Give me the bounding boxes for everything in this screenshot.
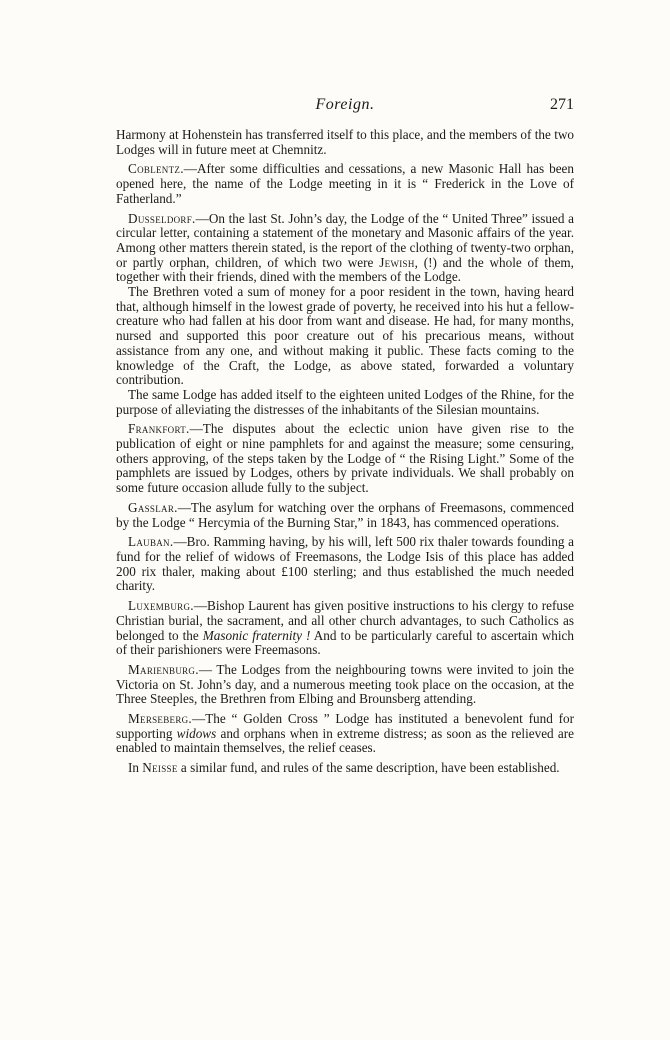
place-name: Neisse [142, 760, 178, 776]
place-name: Merseberg. [128, 711, 193, 727]
paragraph-neisse: In Neisse a similar fund, and rules of the same description, have been established. [128, 760, 560, 776]
paragraph-hohenstein: Harmony at Hohenstein has transferred itself to this place, and the members of the two Lodges will in future meet at Chemnitz. [116, 127, 574, 157]
paragraph-luxemburg: Luxemburg.—Bishop Laurent has given positive instructions to his clergy to refuse Christian burial, the sacrament, and all other church advantages, to such Catholics as belonged to the Masonic fraternity ! And to be particularly careful to ascertain which of their parishioners were Freemasons. [116, 598, 574, 658]
paragraph-frankfort: Frankfort.—The disputes about the eclectic union have given rise to the publication of eight or nine pamphlets for and against the measure; some censuring, others approving, of the steps taken by the Lodge of “ the Rising Light.” Some of the pamphlets are issued by Lodges, others by private individuals. We shall probably on some future occasion allude fully to the subject. [116, 421, 574, 496]
place-name: Gasslar. [128, 499, 178, 515]
page-header [116, 96, 574, 118]
running-title: Foreign. [315, 96, 375, 113]
place-name: Marienburg. [128, 661, 199, 677]
paragraph-gasslar: Gasslar.—The asylum for watching over the orphans of Freemasons, commenced by the Lodge “ Hercymia of the Burning Star,” in 1843, has commenced operations. [116, 499, 574, 530]
place-name: Dusseldorf. [128, 210, 196, 226]
paragraph-marienburg: Marienburg.— The Lodges from the neighbouring towns were invited to join the Victoria on St. John’s day, and a numerous meeting took place on the occasion, at the Three Steeples, the Brethren from Elbing and Brounsberg attending. [116, 661, 574, 707]
place-name: Lauban. [128, 534, 174, 550]
place-name: Frankfort. [128, 421, 190, 437]
paragraph-brethren-vote: The Brethren voted a sum of money for a poor resident in the town, having heard that, although himself in the lowest grade of poverty, he received into his hut a fellow-creature who had fallen at his door from want and disease. He had, for many months, nursed and supported this poor creature out of his precarious means, without assistance from any one, and without making it public. These facts coming to the knowledge of the Craft, the Lodge, as above stated, forwarded a voluntary contribution. [116, 284, 574, 388]
paragraph-rhine-lodges: The same Lodge has added itself to the eighteen united Lodges of the Rhine, for the purpose of alleviating the distresses of the inhabitants of the Silesian mountains. [116, 386, 574, 417]
place-name: Coblentz. [128, 161, 184, 177]
page-number: 271 [550, 96, 574, 113]
body-text [116, 128, 574, 781]
paragraph-coblentz: Coblentz.—After some difficulties and cessations, a new Masonic Hall has been opened here, the name of the Lodge meeting in it is “ Frederick in the Love of Fatherland.” [116, 161, 574, 206]
paragraph-dusseldorf: Dusseldorf.—On the last St. John’s day, the Lodge of the “ United Three” issued a circular letter, containing a statement of the monetary and Masonic affairs of the year. Among other matters therein stated, is the report of the clothing of twenty-two orphan, or partly orphan, children, of which two were Jewish, (!) and the whole of them, together with their friends, dined with the members of the Lodge. [116, 210, 574, 285]
paragraph-lauban: Lauban.—Bro. Ramming having, by his will, left 500 rix thaler towards founding a fund for the relief of widows of Freemasons, the Lodge Isis of this place has added 200 rix thaler, making about £100 sterling; and thus established the much needed charity. [116, 534, 574, 594]
paragraph-merseberg: Merseberg.—The “ Golden Cross ” Lodge has instituted a benevolent fund for supporting widows and orphans when in extreme distress; as soon as the relieved are enabled to maintain themselves, the relief ceases. [116, 711, 574, 756]
place-name: Luxemburg. [128, 598, 194, 614]
